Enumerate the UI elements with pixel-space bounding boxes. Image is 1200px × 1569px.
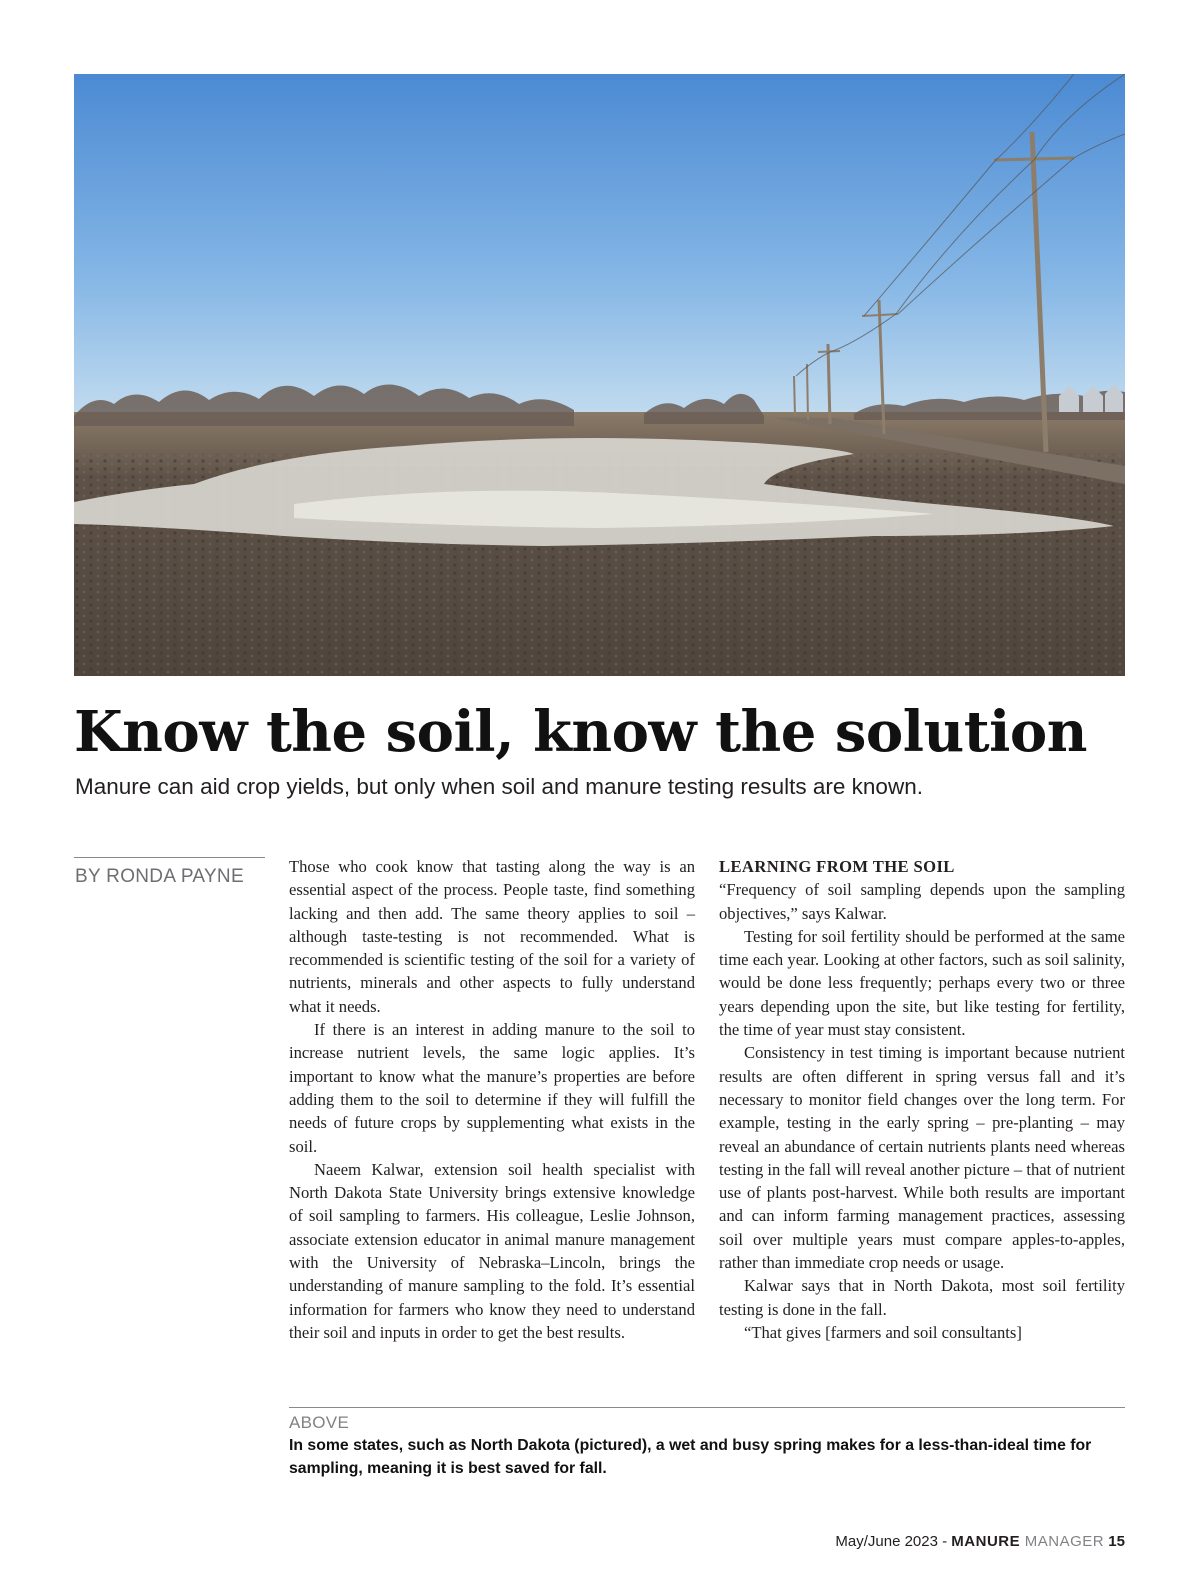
body-column-2 [719, 855, 1125, 1344]
body-paragraph: “That gives [farmers and soil consultants] [744, 1322, 1022, 1342]
body-column-1 [289, 855, 695, 1344]
body-paragraph: Kalwar says that in North Dakota, most soil fertility testing is done in the fall. [719, 1276, 1125, 1319]
body-paragraph: Naeem Kalwar, extension soil health specialist with North Dakota State University brings extensive knowledge of soil sampling to farmers. His colleague, Leslie Johnson, associate extension educator in animal manure management with the University of Nebraska–Lincoln, brings the understanding of manure sampling to the fold. It’s essential information for farmers who know they need to understand their soil and inputs in order to get the best results. [289, 1159, 695, 1342]
photo-field-icon [74, 74, 1125, 676]
caption-label: ABOVE [289, 1413, 350, 1432]
body-paragraph: “Frequency of soil sampling depends upon the sampling objectives,” says Kalwar. [719, 880, 1125, 923]
section-subhead: LEARNING FROM THE SOIL [719, 857, 955, 876]
page-title: Know the soil, know the solution [74, 699, 1087, 765]
caption-divider [289, 1407, 1125, 1408]
magazine-name-bold: MANURE [951, 1533, 1021, 1550]
body-paragraph: If there is an interest in adding manure to the soil to increase nutrient levels, the same logic applies. It’s important to know what the manure’s properties are before adding them to the soil to determine if they will fulfill the needs of future crops by supplementing what exists in the soil. [289, 1020, 695, 1156]
page-number: 15 [1104, 1533, 1125, 1550]
magazine-name-light: MANAGER [1020, 1533, 1105, 1550]
byline: BY RONDA PAYNE [75, 866, 244, 887]
hero-photo [74, 74, 1125, 676]
byline-divider [74, 857, 265, 858]
subtitle-deck: Manure can aid crop yields, but only when soil and manure testing results are known. [75, 774, 923, 799]
photo-caption: In some states, such as North Dakota (pictured), a wet and busy spring makes for a less-than-ideal time for sampling, meaning it is best saved for fall. [289, 1437, 1092, 1477]
issue-date: May/June 2023 - [835, 1533, 952, 1550]
body-paragraph: Those who cook know that tasting along the way is an essential aspect of the process. People taste, find something lacking and then add. The same theory applies to soil – although taste-testing is not recommended. What is recommended is scientific testing of the soil for a variety of nutrients, minerals and other aspects to fully understand what it needs. [289, 857, 695, 1016]
body-paragraph: Consistency in test timing is important because nutrient results are often different in spring versus fall and it’s necessary to monitor field changes over the long term. For example, testing in the early spring – pre-planting – may reveal an abundance of certain nutrients plants need whereas testing in the fall will reveal another picture – that of nutrient use of plants post-harvest. While both results are important and can inform farming management practices, assessing soil over multiple years must compare apples-to-apples, rather than immediate crop needs or usage. [719, 1043, 1125, 1273]
page-footer [835, 1532, 1125, 1552]
body-paragraph: Testing for soil fertility should be performed at the same time each year. Looking at other factors, such as soil salinity, would be done less frequently; perhaps every two or three years depending upon the site, but like testing for fertility, the time of year must stay consistent. [719, 926, 1125, 1040]
